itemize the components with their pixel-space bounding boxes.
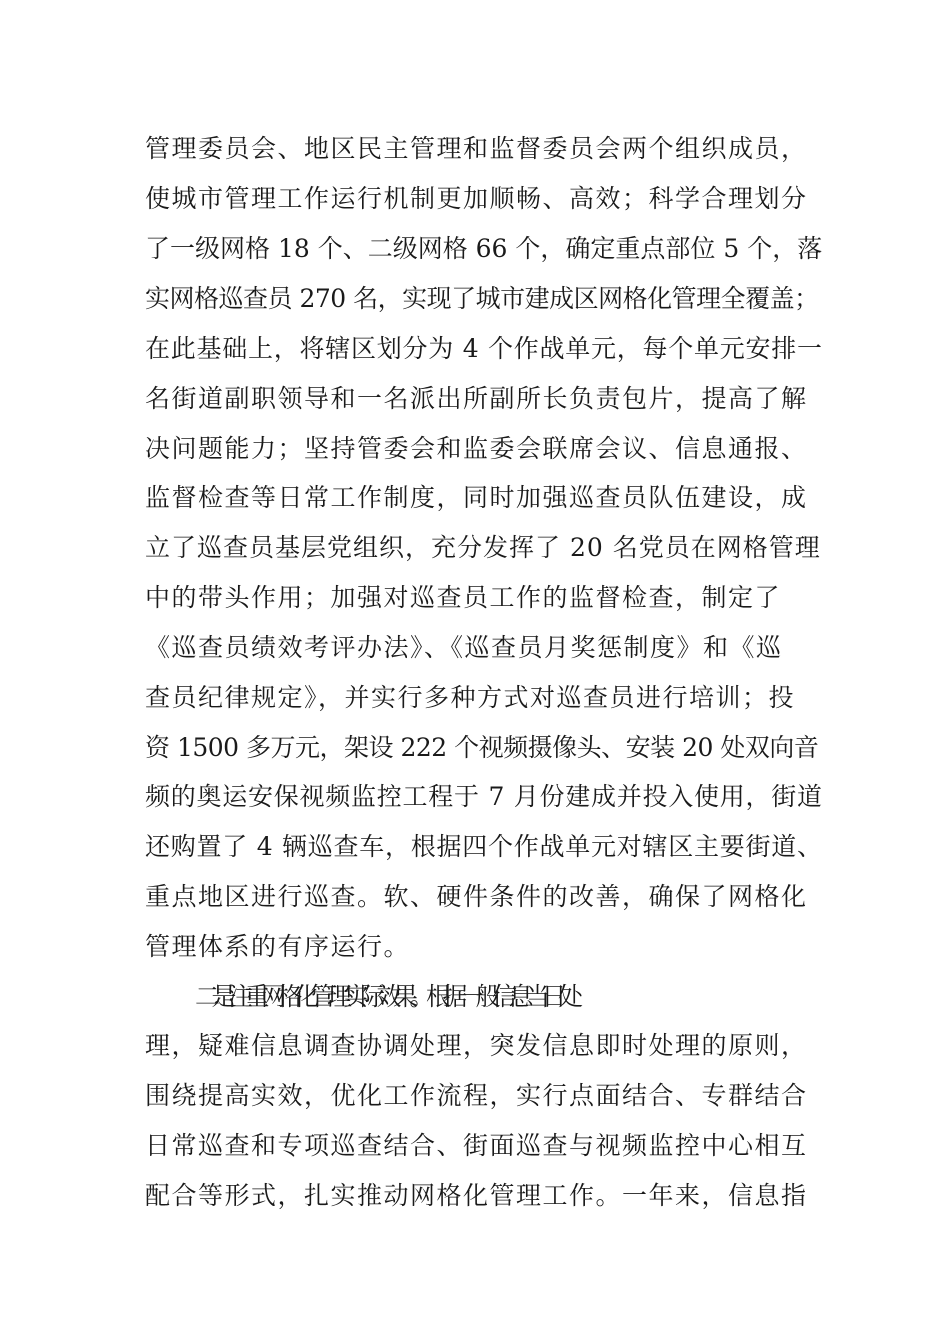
text-line: 决问题能力；坚持管委会和监委会联席会议、信息通报、	[145, 434, 808, 463]
text-line: 监督检查等日常工作制度，同时加强巡查员队伍建设，成	[145, 483, 808, 512]
text-line: 资 1500 多万元，架设 222 个视频摄像头、安装 20 处双向音	[145, 733, 819, 762]
text-line: 理，疑难信息调查协调处理，突发信息即时处理的原则，	[145, 1031, 808, 1060]
text-line: 实网格巡查员 270 名，实现了城市建成区网格化管理全覆盖；	[145, 284, 819, 313]
text-line: 中的带头作用；加强对巡查员工作的监督检查，制定了	[145, 583, 782, 612]
text-line: 管理委员会、地区民主管理和监督委员会两个组织成员，	[145, 134, 808, 163]
text-line: 了一级网格 18 个、二级网格 66 个，确定重点部位 5 个，落	[145, 234, 823, 263]
text-line: 频的奥运安保视频监控工程于 7 月份建成并投入使用，街道	[145, 782, 823, 811]
paragraph-start-line: 二是注重网格化管理实际效果。根据一般信息当日处	[195, 982, 575, 1011]
text-line: 围绕提高实效，优化工作流程，实行点面结合、专群结合	[145, 1081, 808, 1110]
text-line: 还购置了 4 辆巡查车，根据四个作战单元对辖区主要街道、	[145, 832, 823, 861]
text-line: 查员纪律规定》，并实行多种方式对巡查员进行培训；投	[145, 683, 796, 712]
text-line: 使城市管理工作运行机制更加顺畅、高效；科学合理划分	[145, 184, 808, 213]
text-line: 配合等形式，扎实推动网格化管理工作。一年来，信息指	[145, 1181, 808, 1210]
text-line: 日常巡查和专项巡查结合、街面巡查与视频监控中心相互	[145, 1131, 808, 1160]
text-line: 重点地区进行巡查。软、硬件条件的改善，确保了网格化	[145, 882, 808, 911]
text-line: 立了巡查员基层党组织，充分发挥了 20 名党员在网格管理	[145, 533, 821, 562]
text-line: 在此基础上，将辖区划分为 4 个作战单元，每个单元安排一	[145, 334, 823, 363]
text-line: 《巡查员绩效考评办法》、《巡查员月奖惩制度》和《巡	[145, 633, 783, 662]
text-line: 名街道副职领导和一名派出所副所长负责包片，提高了解	[145, 384, 808, 413]
text-line: 管理体系的有序运行。	[145, 932, 411, 961]
